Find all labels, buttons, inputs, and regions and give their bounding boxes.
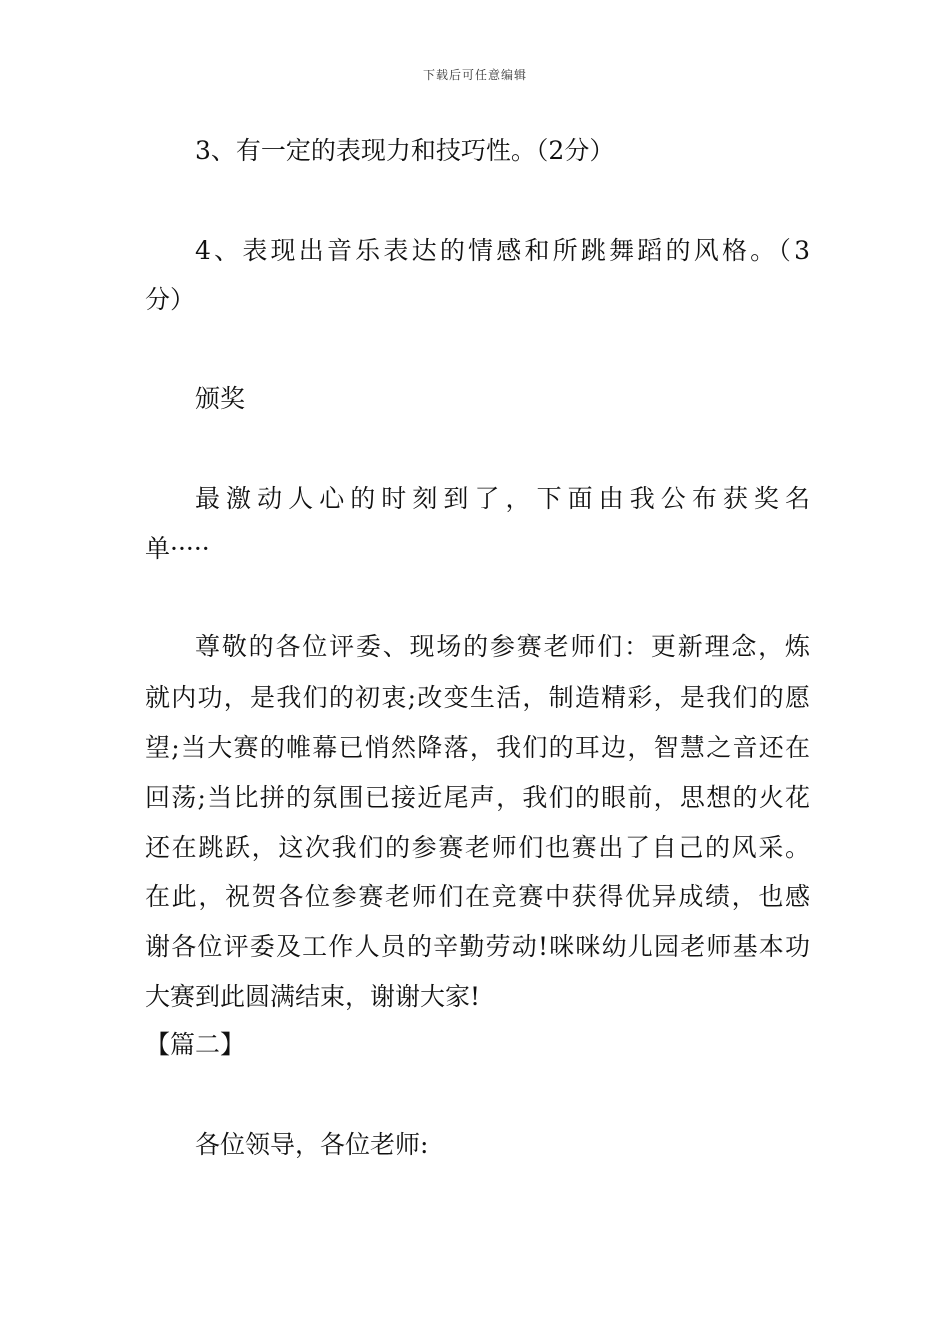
award-text-line-1: 最激动人心的时刻到了，下面由我公布获奖名 — [195, 484, 810, 513]
closing-paragraph-line-5: 还在跳跃，这次我们的参赛老师们也赛出了自己的风采。 — [145, 833, 810, 862]
section-heading-part-two: 【篇二】 — [145, 1030, 246, 1059]
closing-paragraph-line-2: 就内功，是我们的初衷;改变生活，制造精彩，是我们的愿 — [145, 683, 810, 712]
greeting-line: 各位领导，各位老师: — [195, 1130, 429, 1159]
scoring-item-3: 3、有一定的表现力和技巧性。（2分） — [195, 136, 615, 165]
section-heading-award: 颁奖 — [195, 384, 246, 413]
closing-paragraph-line-1: 尊敬的各位评委、现场的参赛老师们：更新理念，炼 — [195, 632, 810, 661]
scoring-item-4-line-2: 分） — [145, 285, 196, 314]
closing-paragraph-line-7: 谢各位评委及工作人员的辛勤劳动!咪咪幼儿园老师基本功 — [145, 932, 810, 961]
closing-paragraph-line-3: 望;当大赛的帷幕已悄然降落，我们的耳边，智慧之音还在 — [145, 733, 810, 762]
scoring-item-4-line-1: 4、表现出音乐表达的情感和所跳舞蹈的风格。（3 — [195, 236, 810, 265]
closing-paragraph-line-6: 在此，祝贺各位参赛老师们在竞赛中获得优异成绩，也感 — [145, 882, 810, 911]
closing-paragraph-line-4: 回荡;当比拼的氛围已接近尾声，我们的眼前，思想的火花 — [145, 783, 810, 812]
award-text-line-2: 单····· — [145, 534, 210, 563]
page-header: 下载后可任意编辑 — [422, 68, 527, 82]
closing-paragraph-line-8: 大赛到此圆满结束，谢谢大家! — [145, 982, 481, 1011]
